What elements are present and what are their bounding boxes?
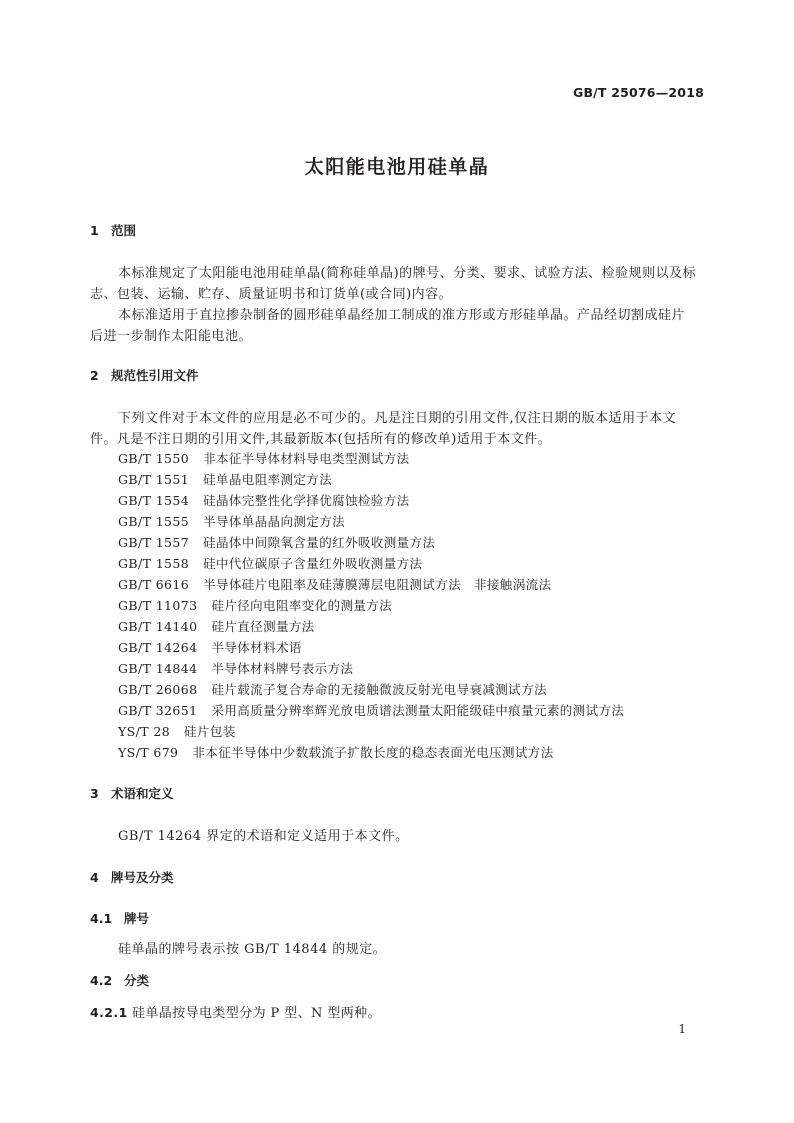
reference-title: 非本征半导体中少数载流子扩散长度的稳态表面光电压测试方法 (192, 745, 554, 760)
section-title: 范围 (111, 223, 137, 238)
section-title: 规范性引用文件 (111, 368, 199, 383)
reference-code: GB/T 1558 (118, 556, 190, 571)
s1-paragraph-2-line-1: 本标准适用于直拉掺杂制备的圆形硅单晶经加工制成的准方形或方形硅单晶。产品经切割成硅片 (118, 308, 686, 323)
normative-reference-item (118, 617, 315, 635)
subsection-title: 分类 (124, 973, 150, 988)
document-title: 太阳能电池用硅单晶 (304, 156, 490, 178)
s2-paragraph-line-2: 件。凡是不注日期的引用文件,其最新版本(包括所有的修改单)适用于本文件。 (90, 432, 552, 447)
reference-code: GB/T 14140 (118, 619, 198, 634)
reference-title: 半导体材料牌号表示方法 (211, 661, 354, 676)
reference-title: 半导体材料术语 (211, 640, 302, 655)
normative-reference-item (118, 554, 422, 572)
reference-code: GB/T 11073 (118, 598, 198, 613)
s1-paragraph-1-line-1: 本标准规定了太阳能电池用硅单晶(简称硅单晶)的牌号、分类、要求、试验方法、检验规则以及标 (118, 266, 697, 281)
reference-code: YS/T 28 (118, 724, 171, 739)
reference-code: YS/T 679 (118, 745, 179, 760)
section-4-heading (90, 868, 174, 886)
reference-code: GB/T 1555 (118, 514, 190, 529)
subsection-title: 牌号 (124, 911, 150, 926)
reference-title: 硅片包装 (184, 724, 236, 739)
reference-title: 半导体硅片电阻率及硅薄膜薄层电阻测试方法 非接触涡流法 (203, 577, 552, 592)
normative-reference-item (118, 659, 353, 677)
section-1-heading (90, 221, 136, 239)
reference-title: 硅片载流子复合寿命的无接触微波反射光电导衰减测试方法 (211, 682, 547, 697)
reference-title: 采用高质量分辨率辉光放电质谱法测量太阳能级硅中痕量元素的测试方法 (211, 703, 625, 718)
normative-reference-item (118, 638, 302, 656)
section-number: 4 (90, 870, 99, 885)
reference-title: 硅晶体完整性化学择优腐蚀检验方法 (203, 493, 410, 508)
reference-title: 硅片径向电阻率变化的测量方法 (211, 598, 393, 613)
subsection-number: 4.2 (90, 973, 113, 988)
reference-title: 非本征半导体材料导电类型测试方法 (203, 451, 410, 466)
section-number: 2 (90, 368, 99, 383)
s2-paragraph-line-1: 下列文件对于本文件的应用是必不可少的。凡是注日期的引用文件,仅注日期的版本适用于本文 (118, 411, 677, 426)
s1-paragraph-2-line-2: 后进一步制作太阳能电池。 (90, 329, 253, 344)
standard-number: GB/T 25076—2018 (572, 85, 704, 100)
reference-code: GB/T 6616 (118, 577, 190, 592)
section-number: 1 (90, 223, 99, 238)
normative-reference-item (118, 449, 410, 467)
s4-1-paragraph: 硅单晶的牌号表示按 GB/T 14844 的规定。 (118, 942, 387, 957)
reference-code: GB/T 14264 (118, 640, 198, 655)
section-4-2-heading (90, 971, 149, 989)
reference-code: GB/T 1554 (118, 493, 190, 508)
clause-text: 硅单晶按导电类型分为 P 型、N 型两种。 (132, 1006, 381, 1021)
normative-reference-item (118, 701, 624, 719)
subsection-number: 4.1 (90, 911, 113, 926)
section-2-heading (90, 366, 199, 384)
reference-title: 半导体单晶晶向测定方法 (203, 514, 346, 529)
reference-code: GB/T 26068 (118, 682, 198, 697)
s1-paragraph-1-line-2: 志、包装、运输、贮存、质量证明书和订货单(或合同)内容。 (90, 287, 453, 302)
clause-number: 4.2.1 (90, 1005, 128, 1020)
normative-reference-item (118, 491, 410, 509)
normative-reference-item (118, 470, 332, 488)
page-number: 1 (678, 1022, 686, 1036)
normative-reference-item (118, 533, 435, 551)
normative-reference-item (118, 680, 547, 698)
reference-code: GB/T 32651 (118, 703, 198, 718)
normative-reference-item (118, 722, 236, 740)
normative-reference-item (118, 743, 554, 761)
reference-title: 硅晶体中间隙氧含量的红外吸收测量方法 (203, 535, 436, 550)
reference-code: GB/T 1550 (118, 451, 190, 466)
normative-reference-item (118, 512, 345, 530)
section-number: 3 (90, 786, 99, 801)
reference-title: 硅片直径测量方法 (211, 619, 315, 634)
reference-title: 硅单晶电阻率测定方法 (203, 472, 333, 487)
section-3-heading (90, 784, 174, 802)
section-4-1-heading (90, 909, 149, 927)
reference-title: 硅中代位碳原子含量红外吸收测量方法 (203, 556, 423, 571)
reference-code: GB/T 1551 (118, 472, 190, 487)
section-title: 牌号及分类 (111, 870, 174, 885)
reference-code: GB/T 1557 (118, 535, 190, 550)
normative-reference-item (118, 596, 392, 614)
reference-code: GB/T 14844 (118, 661, 198, 676)
clause-4-2-1 (90, 1002, 381, 1021)
section-title: 术语和定义 (111, 786, 174, 801)
normative-reference-item (118, 575, 551, 593)
s3-paragraph: GB/T 14264 界定的术语和定义适用于本文件。 (118, 829, 409, 844)
